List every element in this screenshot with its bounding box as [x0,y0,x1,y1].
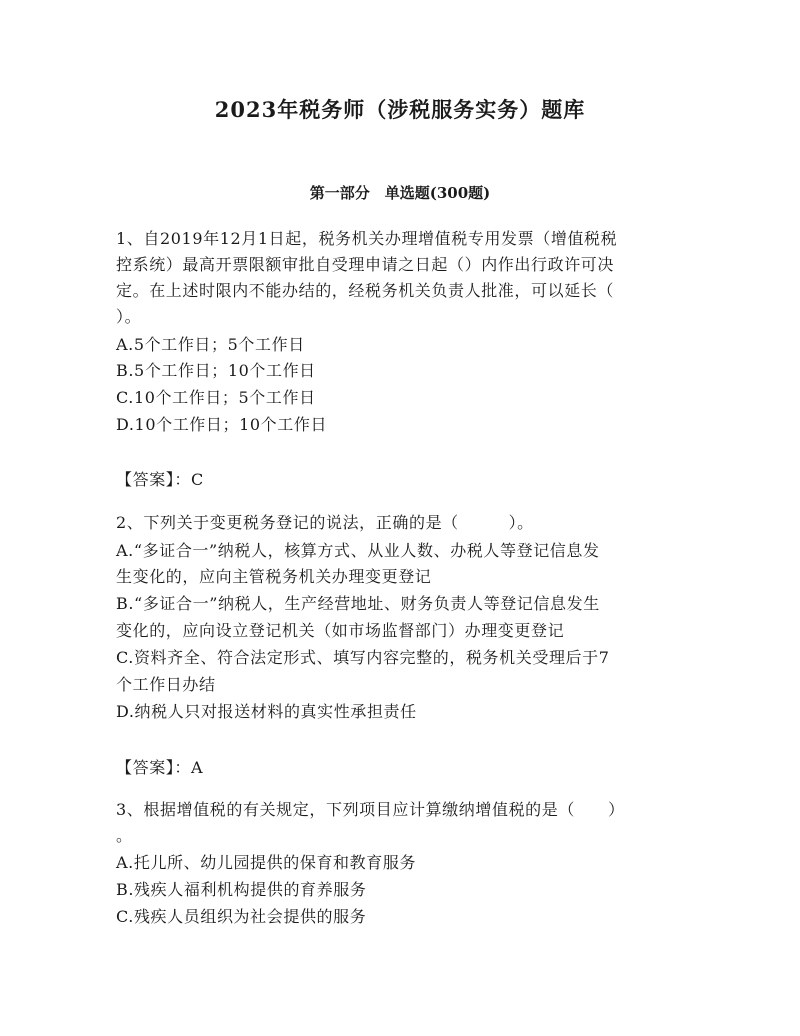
question-2-option-line: B.“多证合一”纳税人，生产经营地址、财务负责人等登记信息发生 [116,594,600,613]
question-2-answer: 【答案】：A [116,758,204,777]
question-3-option-b: B.残疾人福利机构提供的育养服务 [116,880,367,899]
question-3-stem-line: 3、根据增值税的有关规定，下列项目应计算缴纳增值税的是（ ） [116,800,625,819]
question-2-option-line: A.“多证合一”纳税人，核算方式、从业人数、办税人等登记信息发 [116,541,600,560]
question-3-option-c: C.残疾人员组织为社会提供的服务 [116,907,367,926]
question-2-option-line: 生变化的，应向主管税务机关办理变更登记 [116,567,432,586]
question-1-stem-line: ）。 [116,307,142,326]
question-1-stem-line: 控系统）最高开票限额审批自受理申请之日起（）内作出行政许可决 [116,255,615,274]
question-1-stem-line: 1、自2019年12月1日起，税务机关办理增值税专用发票（增值税税 [116,229,618,248]
document-title: 2023年税务师（涉税服务实务）题库 [214,97,586,122]
question-2-option-line: 个工作日办结 [116,675,216,694]
question-1-option-d: D.10个工作日；10个工作日 [116,415,328,434]
question-1-option-b: B.5个工作日；10个工作日 [116,361,316,380]
question-2-option-line: D.纳税人只对报送材料的真实性承担责任 [116,702,417,721]
question-1-option-c: C.10个工作日；5个工作日 [116,388,316,407]
section-title: 第一部分 单选题(300题) [309,184,491,202]
question-2-option-line: 变化的，应向设立登记机关（如市场监督部门）办理变更登记 [116,621,565,640]
question-1-answer: 【答案】：C [116,470,204,489]
question-1-option-a: A.5个工作日；5个工作日 [116,335,305,354]
question-3-stem-line: 。 [116,826,133,845]
question-3-option-a: A.托儿所、幼儿园提供的保育和教育服务 [116,853,417,872]
question-2-stem-line: 2、下列关于变更税务登记的说法，正确的是（ ）。 [116,513,534,532]
question-1-stem-line: 定。在上述时限内不能办结的，经税务机关负责人批准，可以延长（ [116,281,615,300]
question-2-option-line: C.资料齐全、符合法定形式、填写内容完整的，税务机关受理后于7 [116,648,610,667]
